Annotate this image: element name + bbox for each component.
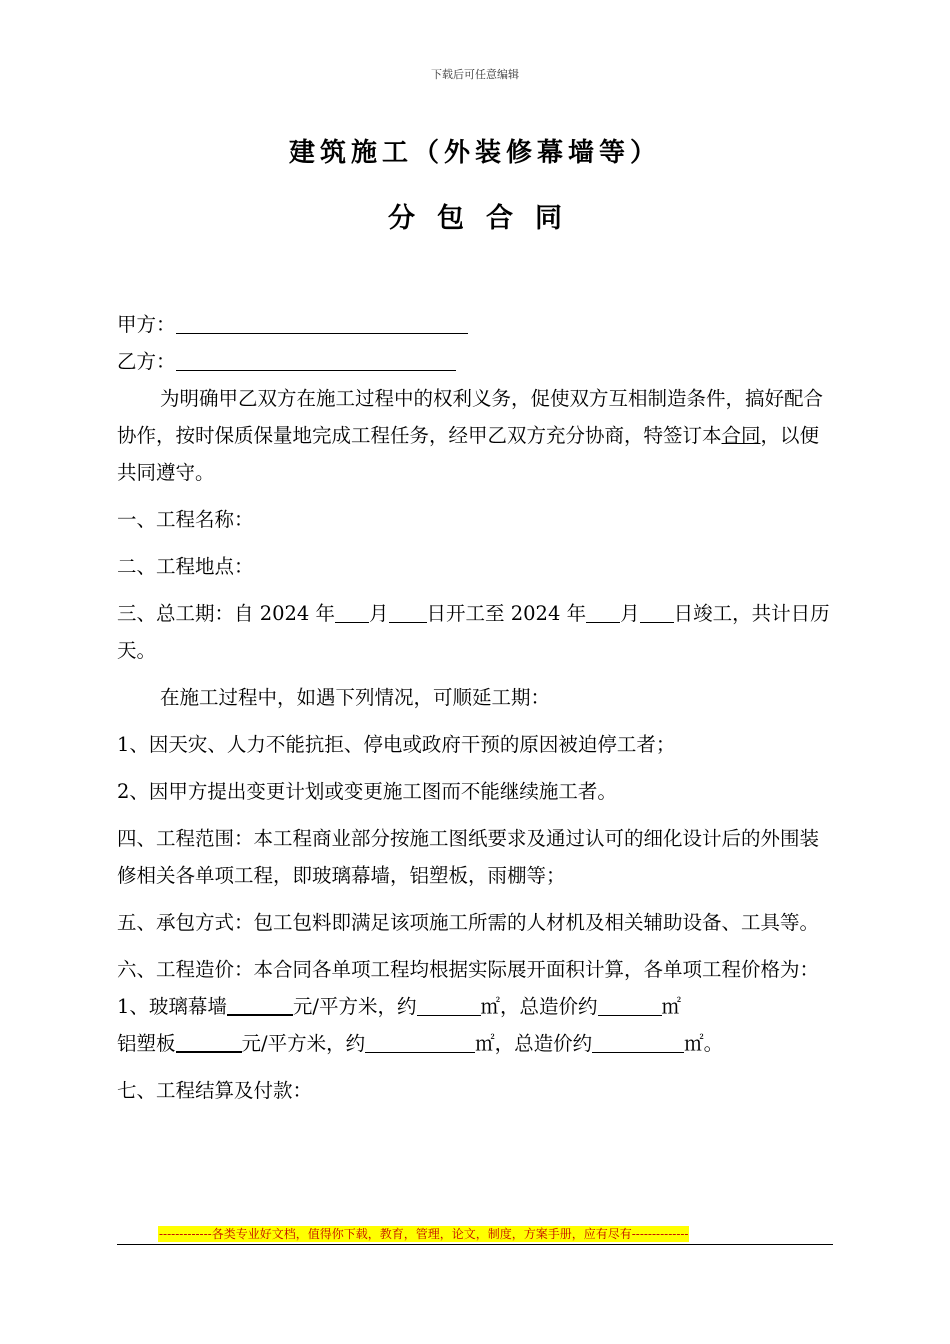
glass-price-blank (227, 994, 293, 1016)
party-a-label: 甲方： (117, 313, 176, 336)
s6-text-h: ㎡。 (684, 1032, 724, 1055)
panel-total-blank (592, 1032, 684, 1053)
end-month-blank (586, 602, 620, 623)
panel-price-blank (176, 1031, 242, 1053)
end-day-blank (640, 602, 674, 623)
start-day-blank (389, 602, 427, 623)
party-b-blank (176, 350, 456, 371)
section-1: 一、工程名称： (117, 508, 254, 531)
contract-body (117, 306, 833, 1109)
start-month-blank (335, 602, 369, 623)
section-2: 二、工程地点： (117, 555, 254, 578)
s6-text-g: ㎡，总造价约 (475, 1032, 593, 1055)
intro-paragraph (117, 380, 833, 491)
s3-text-e: 日竣工，共计日历天。 (117, 602, 830, 662)
footer-banner: -------------各类专业好文档，值得你下载，教育，管理，论文，制度，方案手册，应有尽有-------------- (159, 1227, 689, 1241)
glass-total-blank (598, 995, 662, 1016)
s6-text-d: ㎡ (661, 995, 682, 1018)
s6-text-c: ㎡，总造价约 (480, 995, 598, 1018)
party-b-row (117, 343, 833, 380)
section-5: 五、承包方式：包工包料即满足该项施工所需的人材机及相关辅助设备、工具等。 (117, 911, 820, 934)
s3-text-c: 日开工至 2024 年 (426, 602, 587, 625)
s6-text-a: 六、工程造价：本合同各单项工程均根据实际展开面积计算，各单项工程价格为：1、玻璃幕墙 (117, 958, 820, 1018)
intro-text-1: 为明确甲乙双方在施工过程中的权利义务，促使双方互相制造条件，搞好配合协作，按时保质保量地完成工程任务，经甲乙双方充分协商，特签订本 (117, 387, 824, 447)
intro-text-2: ，以便共同遵守。 (117, 424, 820, 484)
s6-text-e: 铝塑板 (117, 1032, 176, 1055)
s3-text-b: 月 (369, 602, 389, 625)
title-line-1: 建筑施工（外装修幕墙等） (288, 138, 661, 168)
party-b-label: 乙方： (117, 350, 176, 373)
extension-item-1: 1、因天灾、人力不能抗拒、停电或政府干预的原因被迫停工者； (117, 733, 676, 756)
s6-text-f: 元/平方米，约 (241, 1032, 366, 1055)
section-7: 七、工程结算及付款： (117, 1079, 313, 1102)
intro-contract-word: 合同 (721, 424, 761, 447)
section-4: 四、工程范围：本工程商业部分按施工图纸要求及通过认可的细化设计后的外围装修相关各单项工程，即玻璃幕墙，铝塑板，雨棚等； (117, 827, 820, 887)
footer-rule (117, 1244, 833, 1245)
glass-area-blank (417, 995, 481, 1016)
party-a-blank (176, 313, 468, 334)
section-6 (117, 951, 833, 1062)
s6-text-b: 元/平方米，约 (292, 995, 417, 1018)
header-note: 下载后可任意编辑 (431, 68, 519, 81)
extension-item-2: 2、因甲方提出变更计划或变更施工图而不能继续施工者。 (117, 780, 617, 803)
title-line-2: 分包合同 (388, 203, 584, 234)
panel-area-blank (365, 1032, 475, 1053)
section-3 (117, 595, 833, 669)
s3-text-a: 三、总工期：自 2024 年 (117, 602, 336, 625)
s3-text-d: 月 (620, 602, 640, 625)
party-a-row (117, 306, 833, 343)
extension-intro: 在施工过程中，如遇下列情况，可顺延工期： (160, 686, 551, 709)
